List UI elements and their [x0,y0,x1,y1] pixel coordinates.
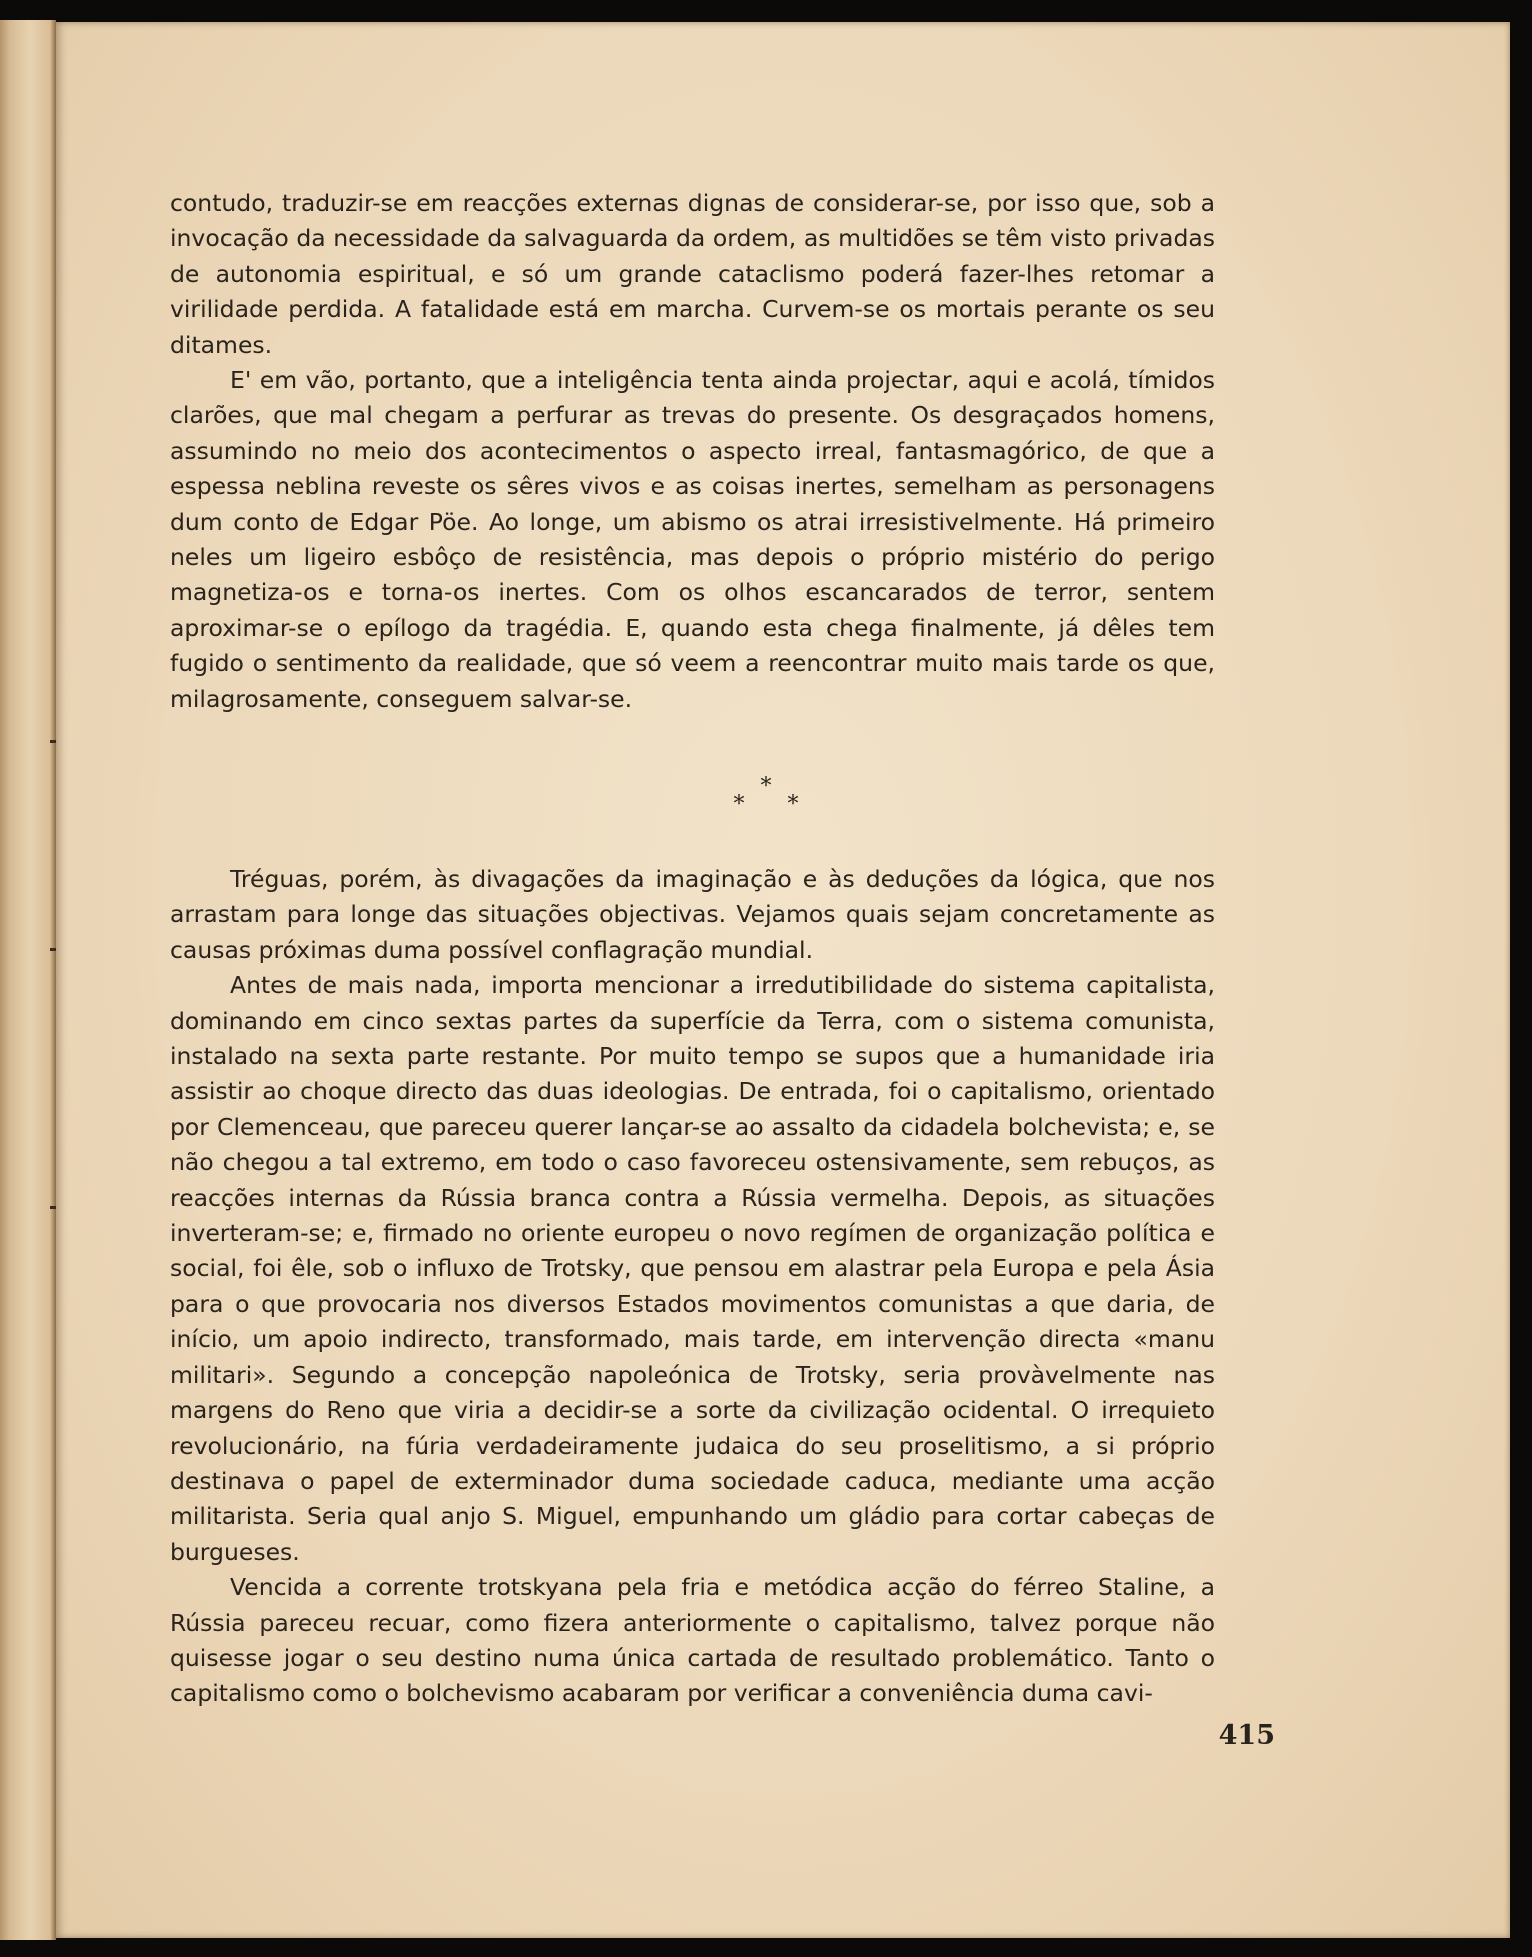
book-spine-edge [0,20,56,1940]
paragraph: Tréguas, porém, às divagações da imaginação e às deduções da lógica, que nos arrastam para longe das situações objectivas. Vejamos quais sejam concretamente as causas próximas duma possível conflagração mundial. [170,865,1215,964]
bottom-text-block [170,862,1215,1712]
asterism-top-star: * [760,774,772,799]
paragraph: Vencida a corrente trotskyana pela fria e metódica acção do férreo Staline, a Rússia pareceu recuar, como fizera anteriormente o capitalismo, talvez porque não quisesse jogar o seu destino numa única cartada de resultado problemático. Tanto o capitalismo como o bolchevismo acabaram por verificar a conveniência duma cavi- [170,1573,1215,1708]
top-text-block [170,186,1215,717]
page-number: 415 [1218,1720,1275,1751]
paragraph: E' em vão, portanto, que a inteligência tenta ainda projectar, aqui e acolá, tímidos clarões, que mal chegam a perfurar as trevas do presente. Os desgraçados homens, assumindo no meio dos acontecimentos o aspecto irreal, fantasmagórico, de que a espessa neblina reveste os sêres vivos e as coisas inertes, semelham as personagens dum conto de Edgar Pöe. Ao longe, um abismo os atrai irresistivelmente. Há primeiro neles um ligeiro esbôço de resistência, mas depois o próprio mistério do perigo magnetiza-os e torna-os inertes. Com os olhos escancarados de terror, sentem aproximar-se o epílogo da tragédia. E, quando esta chega finalmente, já dêles tem fugido o sentimento da realidade, que só veem a reencontrar muito mais tarde os que, milagrosamente, conseguem salvar-se. [170,366,1215,713]
paragraph-continuation: contudo, traduzir-se em reacções externas dignas de considerar-se, por isso que, sob a invocação da necessidade da salvaguarda da ordem, as multidões se têm visto privadas de autonomia espiritual, e só um grande cataclismo poderá fazer-lhes retomar a virilidade perdida. A fatalidade está em marcha. Curvem-se os mortais perante os seu ditames. [170,189,1215,359]
asterism-bottom-stars: * * [733,792,817,817]
section-separator-asterism [0,774,1532,817]
paragraph: Antes de mais nada, importa mencionar a irredutibilidade do sistema capitalista, dominando em cinco sextas partes da superfície da Terra, com o sistema comunista, instalado na sexta parte restante. Por muito tempo se supos que a humanidade iria assistir ao choque directo das duas ideologias. De entrada, foi o capitalismo, orientado por Clemenceau, que pareceu querer lançar-se ao assalto da cidadela bolchevista; e, se não chegou a tal extremo, em todo o caso favoreceu ostensivamente, sem rebuços, as reacções internas da Rússia branca contra a Rússia vermelha. Depois, as situações inverteram-se; e, firmado no oriente europeu o novo regímen de organização política e social, foi êle, sob o influxo de Trotsky, que pensou em alastrar pela Europa e pela Ásia para o que provocaria nos diversos Estados movimentos comunistas a que daria, de início, um apoio indirecto, transformado, mais tarde, em intervenção directa «manu militari». Segundo a concepção napoleónica de Trotsky, seria provàvelmente nas margens do Reno que viria a decidir-se a sorte da civilização ocidental. O irrequieto revolucionário, na fúria verdadeiramente judaica do seu proselitismo, a si próprio destinava o papel de exterminador duma sociedade caduca, mediante uma acção militarista. Seria qual anjo S. Miguel, empunhando um gládio para cortar cabeças de burgueses. [170,971,1215,1566]
